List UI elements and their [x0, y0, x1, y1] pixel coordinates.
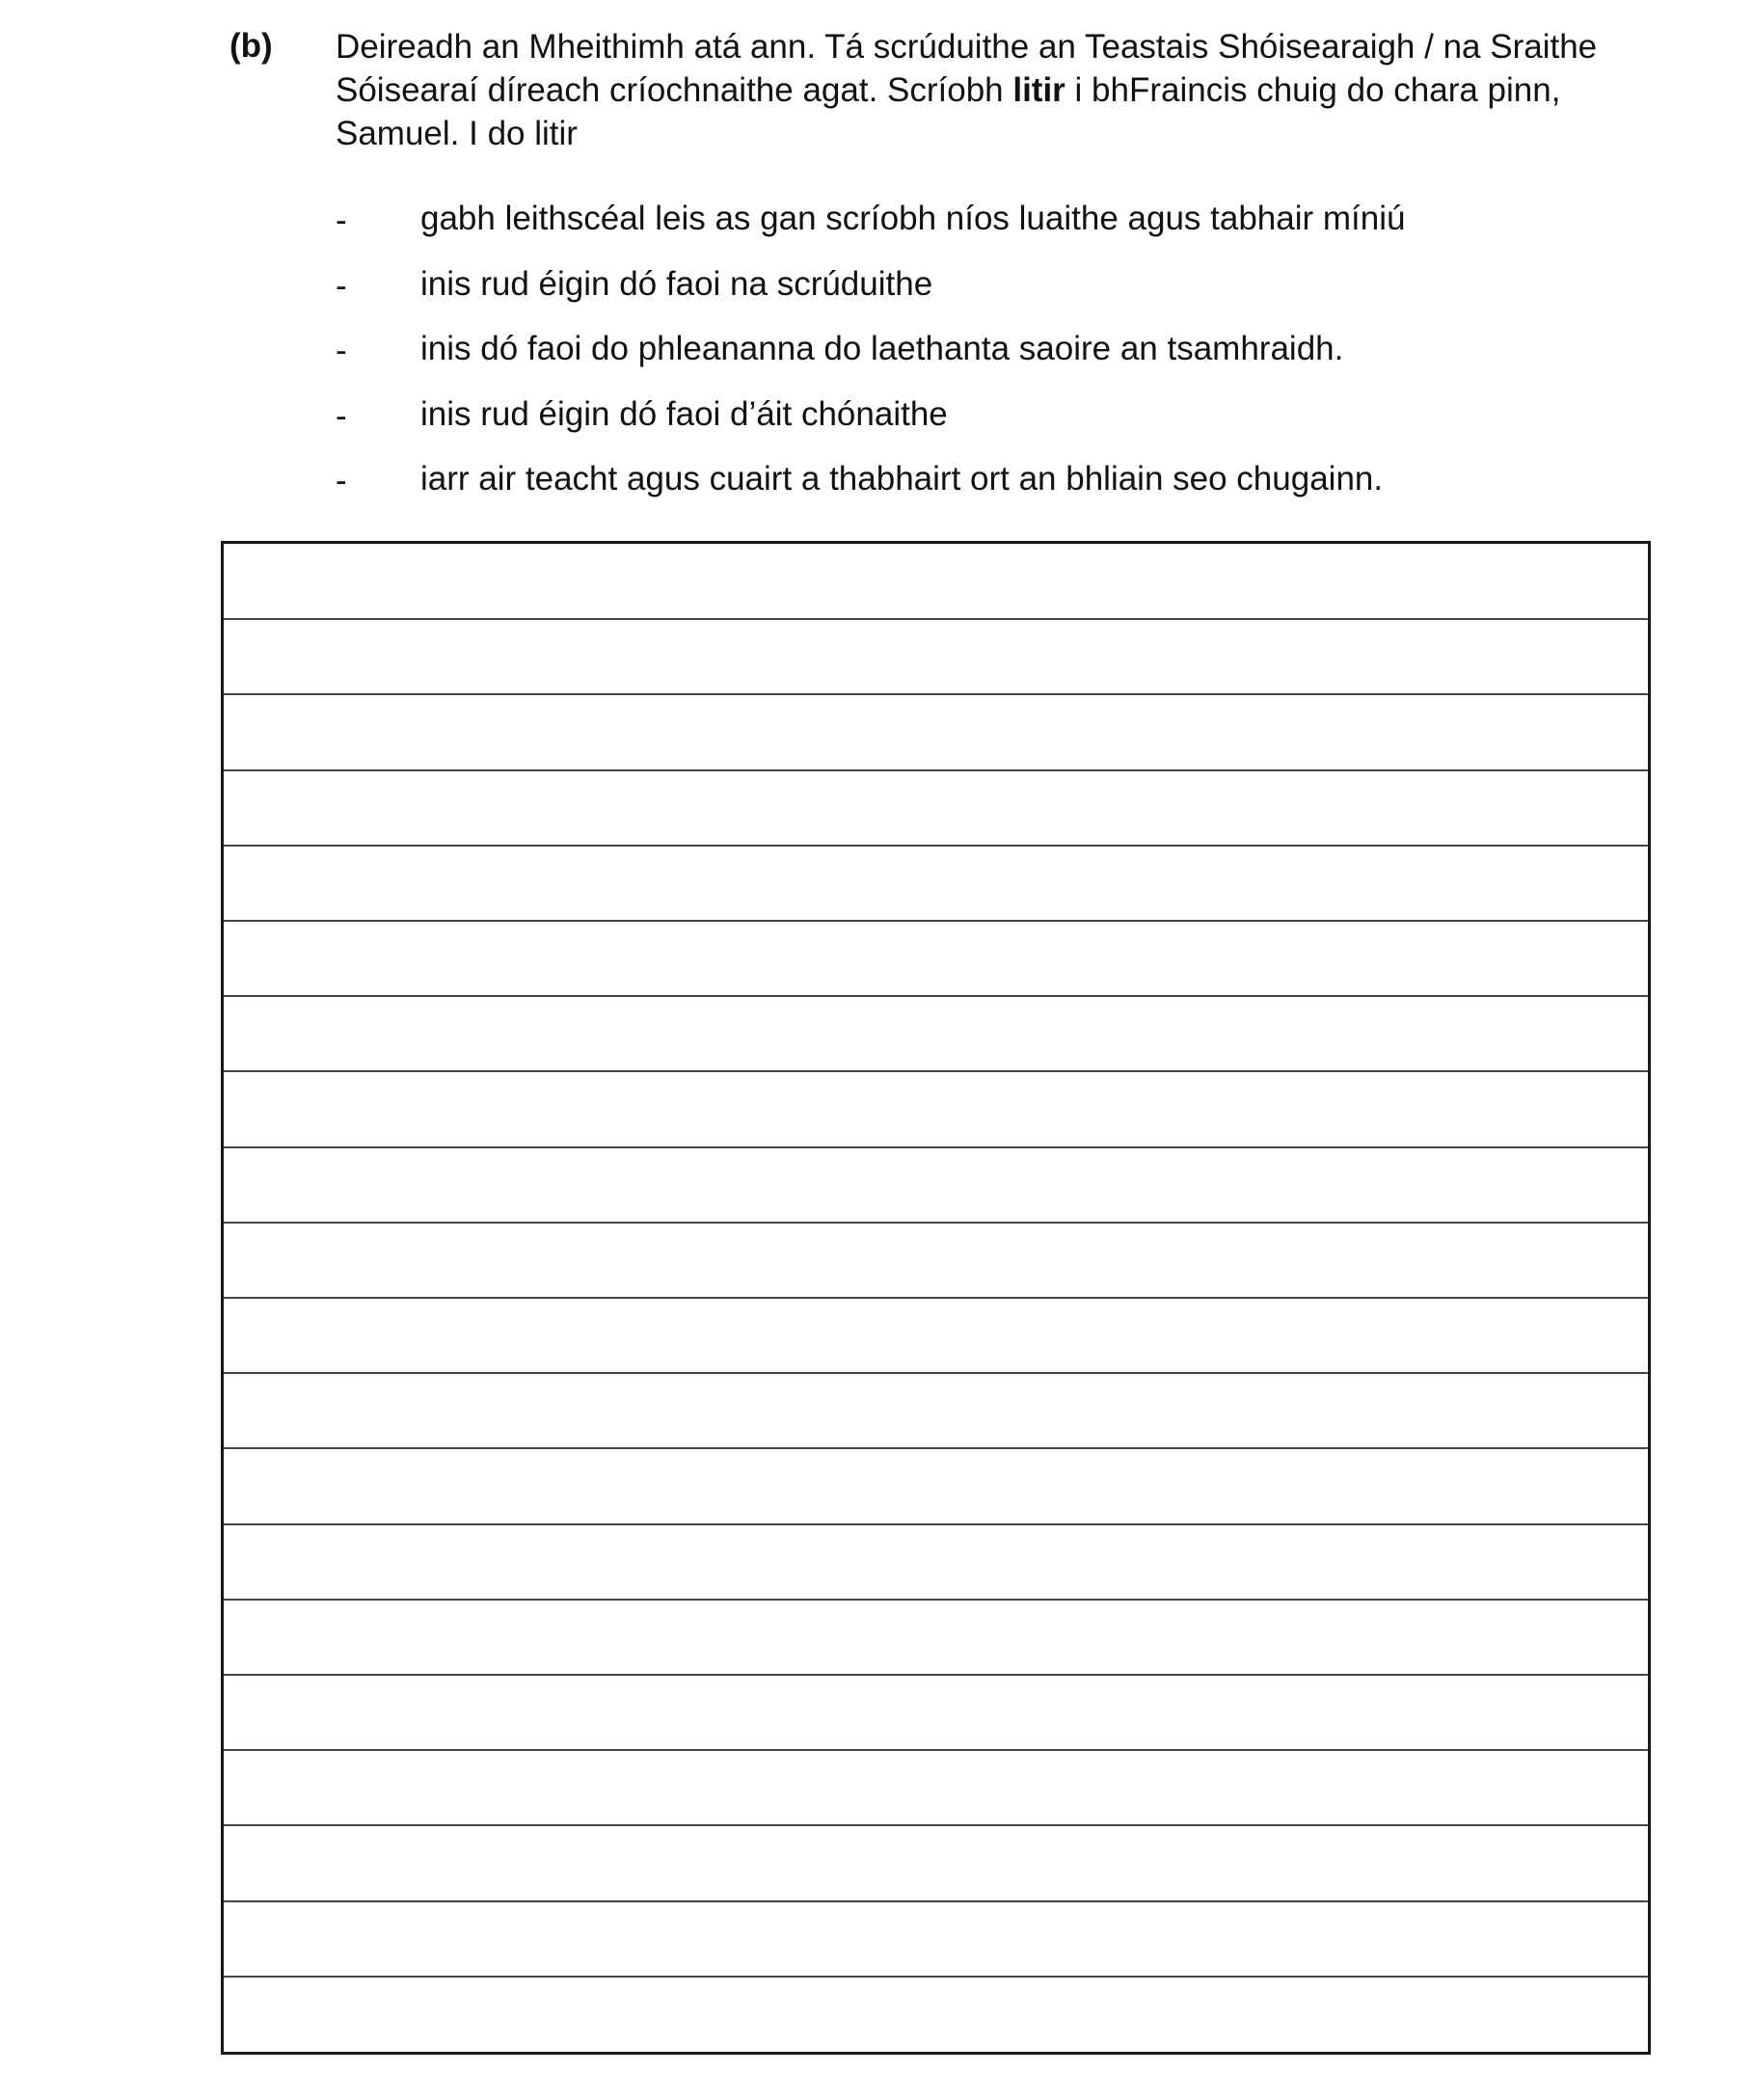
- ruled-line: [224, 920, 1648, 922]
- ruled-line: [224, 1146, 1648, 1148]
- answer-writing-area[interactable]: [221, 541, 1651, 2055]
- task-bullet: [336, 393, 1666, 459]
- instruction-line-1: Deireadh an Mheithimh atá ann. Tá scrúduithe an Teastais Shóisearaigh / na Sraithe: [336, 28, 1598, 66]
- ruled-line: [224, 1070, 1648, 1072]
- bullet-dash: -: [336, 332, 347, 369]
- ruled-line: [224, 1976, 1648, 1978]
- task-bullet: [336, 328, 1666, 393]
- ruled-line: [224, 1599, 1648, 1601]
- bullet-dash: -: [336, 202, 347, 239]
- task-bullet-list: [336, 198, 1666, 524]
- bullet-text: gabh leithscéal leis as gan scríobh níos luaithe agus tabhair míniú: [420, 200, 1406, 237]
- ruled-line: [224, 1674, 1648, 1676]
- task-bullet: [336, 263, 1666, 329]
- instruction-line-2-end: i bhFraincis chuig do chara pinn,: [1065, 71, 1561, 109]
- ruled-line: [224, 845, 1648, 847]
- ruled-line: [224, 1447, 1648, 1449]
- bullet-text: inis dó faoi do phleananna do laethanta saoire an tsamhraidh.: [420, 330, 1344, 367]
- ruled-line: [224, 1900, 1648, 1902]
- instruction-bold-word: litir: [1012, 71, 1065, 109]
- ruled-line: [224, 769, 1648, 771]
- instruction-line-2-start: Sóisearaí díreach críochnaithe agat. Scríobh: [336, 71, 1013, 109]
- ruled-line: [224, 693, 1648, 695]
- instruction-line-2: [336, 68, 1666, 112]
- ruled-line: [224, 618, 1648, 620]
- bullet-dash: -: [336, 266, 347, 305]
- question-instructions: [336, 25, 1666, 155]
- ruled-line: [224, 1222, 1648, 1224]
- task-bullet: [336, 198, 1666, 263]
- ruled-line: [224, 1824, 1648, 1826]
- instruction-line-3: Samuel. I do litir: [336, 115, 578, 152]
- bullet-text: inis rud éigin dó faoi na scrúduithe: [420, 264, 933, 303]
- question-label: (b): [229, 27, 273, 65]
- task-bullet: [336, 458, 1666, 524]
- bullet-text: iarr air teacht agus cuairt a thabhairt ort an bhliain seo chugainn.: [420, 460, 1384, 498]
- ruled-line: [224, 1523, 1648, 1525]
- ruled-line: [224, 1749, 1648, 1751]
- bullet-dash: -: [336, 396, 347, 435]
- ruled-line: [224, 1297, 1648, 1299]
- ruled-line: [224, 1372, 1648, 1374]
- bullet-dash: -: [336, 462, 347, 499]
- bullet-text: inis rud éigin dó faoi d’áit chónaithe: [420, 394, 948, 433]
- ruled-line: [224, 995, 1648, 997]
